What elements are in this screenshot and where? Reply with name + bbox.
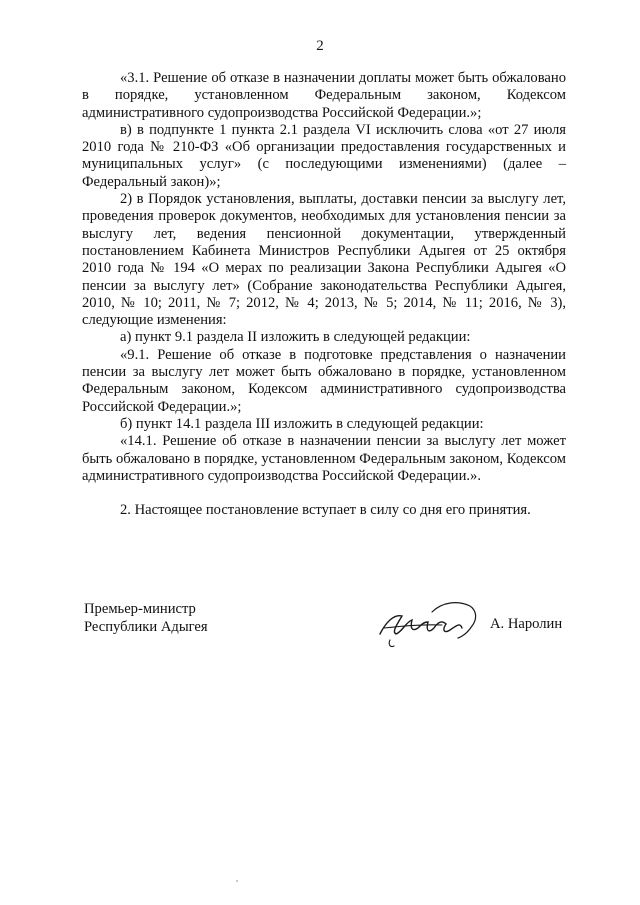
- scan-speck: [236, 880, 238, 882]
- paragraph-subitem-v: в) в подпункте 1 пункта 2.1 раздела VI исключить слова «от 27 июля 2010 года № 210-ФЗ «Об организации предоставления государственных и муниципальных услуг» (с последующими изменениями) (далее – Федеральный закон)»;: [82, 121, 566, 190]
- paragraph-subitem-b: б) пункт 14.1 раздела III изложить в следующей редакции:: [120, 415, 484, 432]
- paragraph-9-1-quote: «9.1. Решение об отказе в подготовке представления о назначении пенсии за выслугу лет может быть обжаловано в порядке, установленном Федеральным законом, Кодексом административного судопроизводства Российской Федерации.»;: [82, 346, 566, 415]
- signatory-position: [84, 600, 208, 636]
- paragraph-item-2: 2) в Порядок установления, выплаты, доставки пенсии за выслугу лет, проведения проверок документов, необходимых для установления пенсии за выслугу лет, ведения пенсионной документации, утвержденный постановлением Кабинета Министров Республики Адыгея от 25 октября 2010 года № 194 «О мерах по реализации Закона Республики Адыгея «О пенсии за выслугу лет» (Собрание законодательства Республики Адыгея, 2010, № 10; 2011, № 7; 2012, № 4; 2013, № 5; 2014, № 11; 2016, № 3), следующие изменения:: [82, 191, 566, 329]
- position-line-1: Премьер-министр: [84, 601, 196, 617]
- paragraph-effective-date: 2. Настоящее постановление вступает в силу со дня его принятия.: [120, 502, 531, 519]
- paragraph-subitem-a: а) пункт 9.1 раздела II изложить в следующей редакции:: [120, 329, 471, 346]
- handwritten-signature: [372, 592, 492, 652]
- signatory-name: А. Наролин: [490, 616, 563, 632]
- paragraph-14-1-quote: «14.1. Решение об отказе в назначении пенсии за выслугу лет может быть обжаловано в порядке, установленном Федеральным законом, Кодексом административного судопроизводства Российской Федерации.».: [82, 433, 566, 484]
- paragraph-3-1-quote: «3.1. Решение об отказе в назначении доплаты может быть обжаловано в порядке, установленном Федеральным законом, Кодексом административного судопроизводства Российской Федерации.»;: [82, 70, 566, 121]
- document-body: [82, 70, 566, 519]
- page-number: 2: [316, 38, 324, 54]
- position-line-2: Республики Адыгея: [84, 619, 208, 635]
